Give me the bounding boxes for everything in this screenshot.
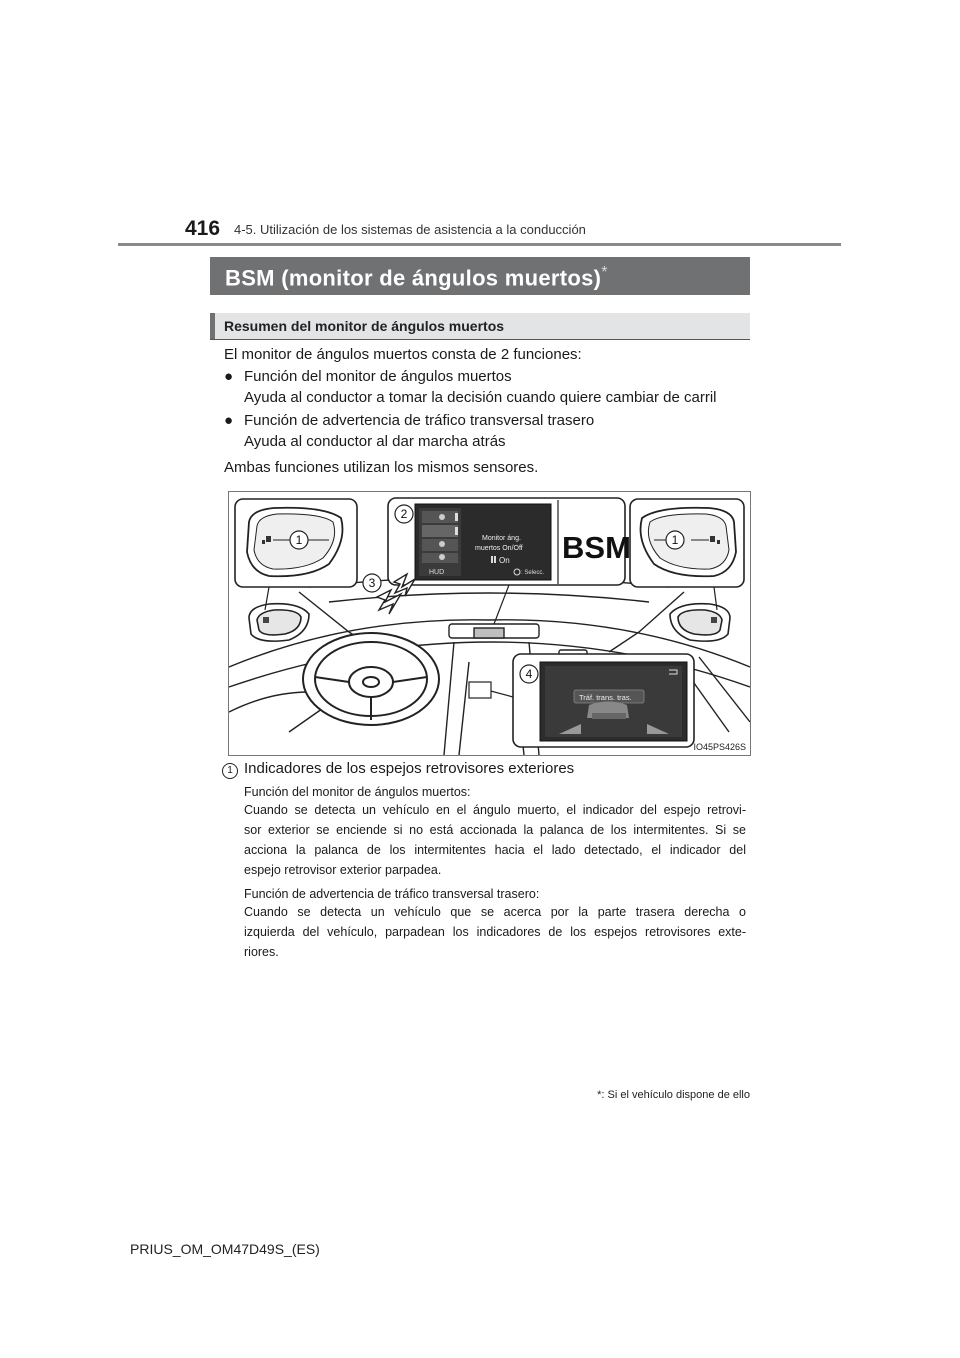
bullet-desc: Ayuda al conductor al dar marcha atrás: [244, 433, 506, 450]
para1-heading: Función del monitor de ángulos muertos:: [244, 785, 471, 799]
legend-title: Indicadores de los espejos retrovisores exteriores: [244, 760, 575, 777]
page-title: [225, 264, 608, 291]
screen-label: Tráf. trans. tras.: [579, 693, 632, 702]
page-title-text: BSM (monitor de ángulos muertos): [225, 265, 602, 291]
bullet-marker: ●: [224, 368, 234, 385]
figure-code: IO45PS426S: [693, 742, 746, 752]
para2-line: Cuando se detecta un vehículo que se acerca por la parte trasera derecha o: [244, 905, 746, 919]
steering-wheel: [303, 633, 439, 725]
page-number: 416: [185, 217, 221, 240]
para1-body: [244, 800, 746, 880]
callout-label: 3: [368, 576, 376, 590]
sensors-note: Ambas funciones utilizan los mismos sensores.: [224, 459, 539, 476]
para1-line: Cuando se detecta un vehículo en el ángulo muerto, el indicador del espejo retrovi-: [244, 803, 746, 817]
para1-line: acciona la palanca de los intermitentes hacia el lado detectado, el indicador del: [244, 843, 746, 857]
menu-select: : Selecc.: [521, 570, 545, 576]
callout-label: 1: [295, 533, 303, 547]
para2-line: izquierda del vehículo, parpadean los indicadores de los espejos retrovisores exte-: [244, 925, 746, 939]
para2-line: riores.: [244, 945, 279, 959]
subheading-accent: [210, 313, 215, 339]
subheading: Resumen del monitor de ángulos muertos: [224, 318, 505, 334]
menu-line-2: muertos On/Off: [475, 545, 523, 552]
callout-label: 2: [400, 507, 408, 521]
document-code: PRIUS_OM_OM47D49S_(ES): [130, 1241, 320, 1257]
menu-line-1: Monitor áng.: [482, 535, 521, 542]
menu-value: On: [499, 556, 510, 565]
legend-circle: 1: [222, 763, 238, 779]
hud-label: HUD: [429, 569, 445, 576]
mirror-detail-right: [630, 499, 744, 587]
bullet-title: Función del monitor de ángulos muertos: [244, 368, 512, 385]
section-header: 4-5. Utilización de los sistemas de asistencia a la conducción: [234, 222, 586, 237]
subheading-band: [210, 313, 750, 340]
para2-heading: Función de advertencia de tráfico transversal trasero:: [244, 887, 540, 901]
bullet-marker: ●: [224, 412, 234, 429]
bsm-label: BSM: [562, 530, 631, 565]
intro-text: El monitor de ángulos muertos consta de 2 funciones:: [224, 346, 582, 363]
callout-label: 1: [671, 533, 679, 547]
callout-label: 4: [525, 667, 533, 681]
mirror-left: [249, 604, 309, 641]
title-band: [210, 257, 750, 295]
title-asterisk: *: [601, 264, 608, 281]
para1-line: espejo retrovisor exterior parpadea.: [244, 863, 442, 877]
bullet-title: Función de advertencia de tráfico transversal trasero: [244, 412, 595, 429]
dashboard-illustration: [229, 492, 750, 755]
footnote: *: Si el vehículo dispone de ello: [597, 1089, 750, 1101]
para2-body: [244, 902, 746, 962]
mirror-right: [670, 604, 730, 641]
para1-line: sor exterior se enciende si no está accionada la palanca de los intermitentes. Si se: [244, 823, 746, 837]
bsm-illustration: [228, 491, 751, 756]
legend-number: [222, 760, 238, 779]
header-divider: [118, 243, 841, 246]
bullet-desc: Ayuda al conductor a tomar la decisión cuando quiere cambiar de carril: [244, 389, 717, 406]
